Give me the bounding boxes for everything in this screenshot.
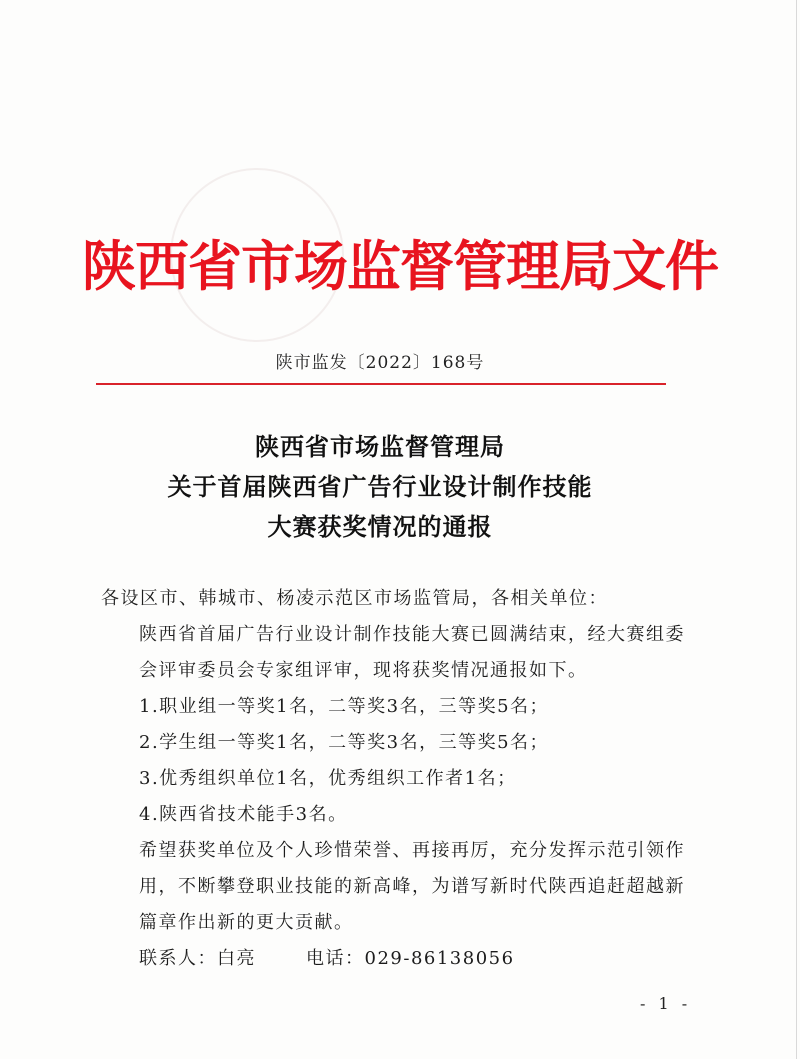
scan-edge-line: [796, 0, 797, 1059]
red-separator-rule: [96, 383, 666, 385]
contact-phone: 电话：029-86138056: [306, 948, 515, 969]
document-number: 陕市监发〔2022〕168号: [275, 353, 485, 373]
issuer-header-title: 陕西省市场监督管理局文件: [82, 235, 718, 298]
award-item-1: 1.职业组一等奖1名，二等奖3名，三等奖5名；: [139, 696, 550, 717]
intro-paragraph: 陕西省首届广告行业设计制作技能大赛已圆满结束，经大赛组委会评审委员会专家组评审，现将获奖情况通报如下。: [139, 624, 685, 681]
award-item-4: 4.陕西省技术能手3名。: [139, 804, 348, 825]
award-item-3: 3.优秀组织单位1名，优秀组织工作者1名；: [139, 768, 517, 789]
closing-paragraph: 希望获奖单位及个人珍惜荣誉、再接再厉，充分发挥示范引领作用，不断攀登职业技能的新高峰，为谱写新时代陕西追赶超越新篇章作出新的更大贡献。: [139, 840, 685, 933]
title-line-3: 大赛获奖情况的通报: [267, 512, 493, 541]
notice-body: [101, 581, 701, 977]
salutation: 各设区市、韩城市、杨凌示范区市场监管局，各相关单位：: [101, 588, 608, 609]
page-number: - 1 -: [640, 994, 692, 1013]
contact-person: 联系人：白亮: [139, 948, 256, 969]
award-item-2: 2.学生组一等奖1名，二等奖3名，三等奖5名；: [139, 732, 550, 753]
title-line-2: 关于首届陕西省广告行业设计制作技能: [167, 472, 593, 501]
contact-line: [101, 941, 701, 977]
notice-title: [0, 427, 760, 547]
title-line-1: 陕西省市场监督管理局: [255, 432, 505, 461]
